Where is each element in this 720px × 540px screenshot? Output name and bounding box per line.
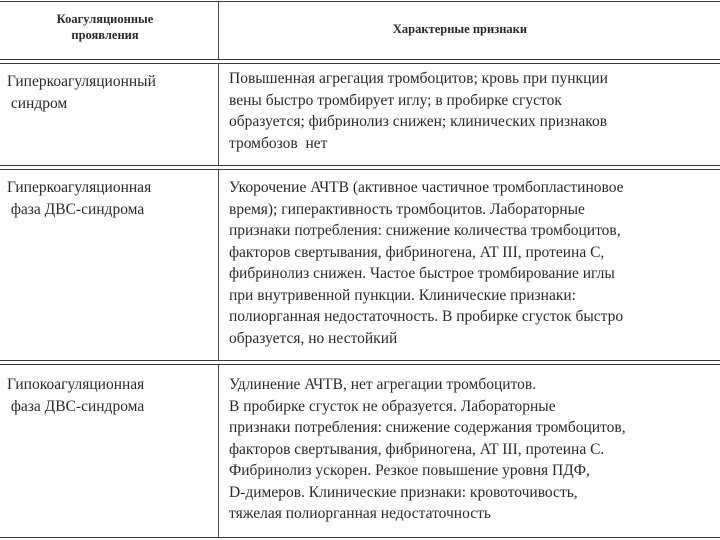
text-line: вены быстро тромбирует иглу; в пробирке сгусток	[229, 91, 562, 109]
text-line: В пробирке сгусток не образуется. Лабораторные	[229, 397, 556, 415]
column-divider	[218, 170, 219, 360]
row1-top-border	[0, 63, 720, 64]
column-divider	[218, 365, 219, 537]
text-line: образуется; фибринолиз снижен; клинических признаков	[229, 113, 608, 130]
row3-top-border	[0, 364, 720, 365]
table-bottom-border	[0, 537, 720, 538]
text-line: факторов свертывания, фибриногена, AT III, протеина C.	[229, 440, 605, 458]
text-line: фаза ДВС-синдрома	[7, 397, 145, 415]
text-line: тяжелая полиорганная недостаточность	[229, 505, 491, 522]
column-divider	[218, 64, 219, 165]
text-line: Гипокоагуляционная	[7, 376, 145, 393]
header-line: проявления	[71, 28, 139, 42]
column-divider	[218, 2, 219, 59]
text-line: полиорганная недостаточность. В пробирке сгусток быстро	[229, 308, 624, 325]
header-bottom-border	[0, 59, 720, 60]
row-desc-hypercoagulation-syndrome	[229, 68, 719, 154]
row2-top-border	[0, 169, 720, 170]
text-line: признаки потребления: снижение содержания тромбоцитов,	[229, 419, 626, 436]
text-line: Гиперкоагуляционный	[7, 73, 156, 90]
row-desc-hypocoagulation-dic-phase	[229, 374, 719, 525]
header-coagulation-manifestations	[30, 11, 180, 43]
text-line: Укорочение АЧТВ (активное частичное тромбопластиновое	[229, 179, 624, 196]
text-line: фаза ДВС-синдрома	[7, 200, 145, 218]
text-line: факторов свертывания, фибриногена, AT III, протеина C,	[229, 243, 605, 261]
row-name-hypocoagulation-dic-phase	[7, 374, 212, 417]
row-name-hypercoagulation-dic-phase	[7, 177, 212, 220]
header-line: Коагуляционные	[56, 12, 154, 26]
text-line: фибринолиз снижен. Частое быстрое тромбирование иглы	[229, 265, 615, 282]
text-line: Удлинение АЧТВ, нет агрегации тромбоцитов.	[229, 376, 537, 393]
row1-bottom-border	[0, 165, 720, 166]
text-line: при внутривенной пункции. Клинические признаки:	[229, 286, 576, 304]
text-line: D-димеров. Клинические признаки: кровоточивость,	[229, 483, 578, 501]
text-line: тромбозов нет	[229, 134, 328, 152]
text-line: Фибринолиз ускорен. Резкое повышение уровня ПДФ,	[229, 462, 590, 479]
row2-bottom-border	[0, 360, 720, 361]
text-line: синдром	[7, 94, 68, 112]
text-line: Повышенная агрегация тромбоцитов; кровь при пункции	[229, 70, 608, 87]
header-characteristic-signs: Характерные признаки	[392, 22, 528, 36]
row-name-hypercoagulation-syndrome	[7, 71, 212, 114]
row-desc-hypercoagulation-dic-phase	[229, 177, 719, 349]
text-line: признаки потребления: снижение количества тромбоцитов,	[229, 222, 621, 239]
text-line: образуется, но нестойкий	[229, 329, 398, 347]
table-top-border	[0, 1, 720, 2]
text-line: Гиперкоагуляционная	[7, 179, 152, 196]
text-line: время); гиперактивность тромбоцитов. Лабораторные	[229, 200, 585, 218]
